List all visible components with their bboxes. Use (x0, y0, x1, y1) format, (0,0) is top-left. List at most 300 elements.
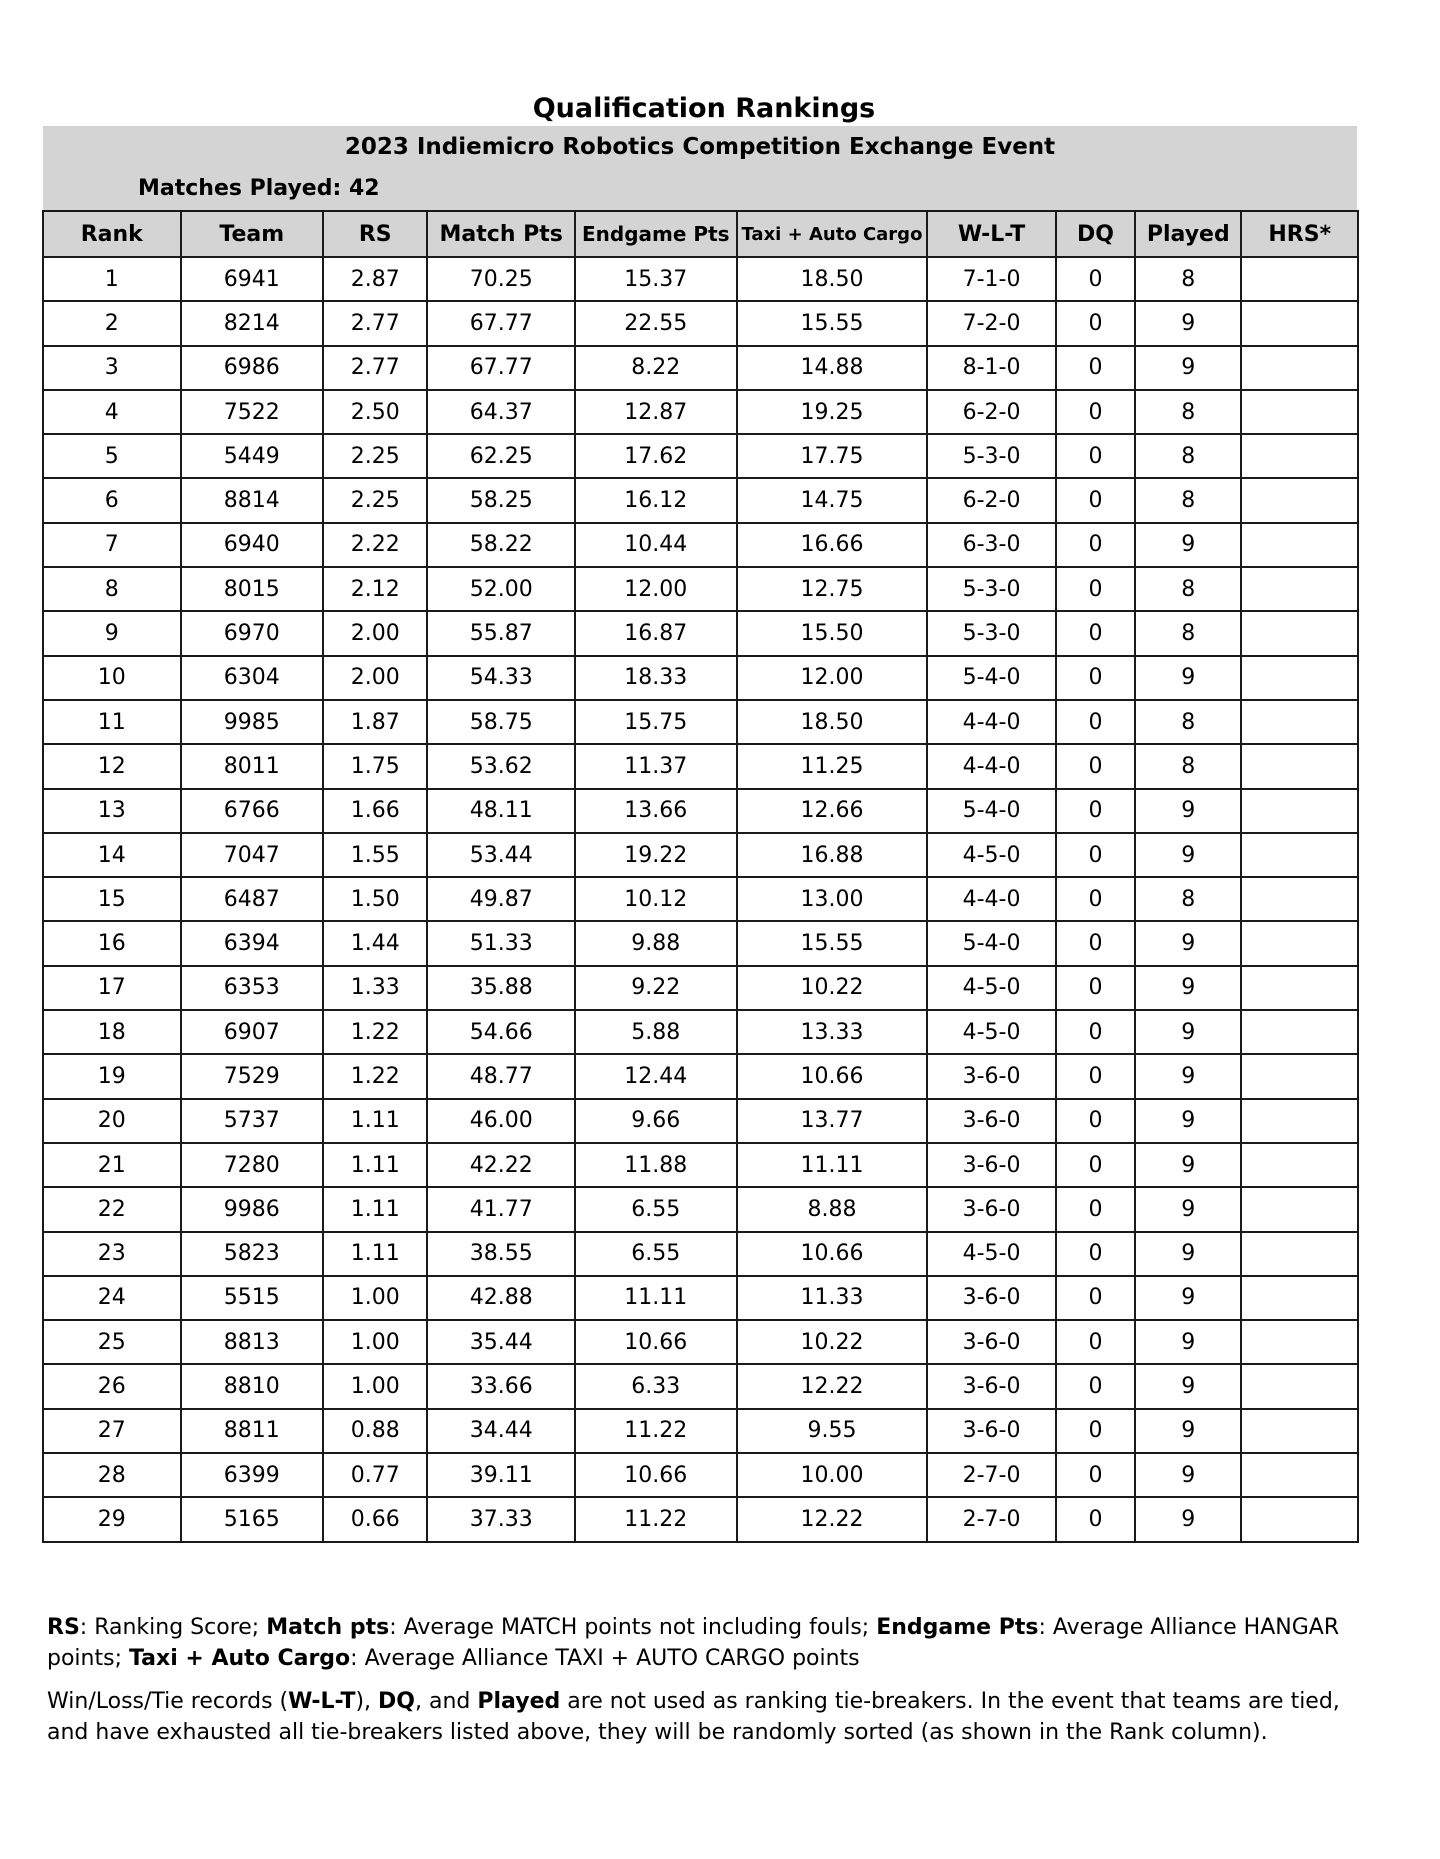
match-pts-cell: 54.33 (427, 656, 575, 700)
col-header-taxi-auto-cargo: Taxi + Auto Cargo (737, 211, 928, 257)
col-header-hrs: HRS* (1241, 211, 1358, 257)
dq-cell: 0 (1056, 346, 1135, 390)
rs-cell: 1.00 (323, 1320, 427, 1364)
team-cell: 7047 (181, 833, 324, 877)
taxi-auto-cargo-cell: 19.25 (737, 390, 928, 434)
team-cell: 7280 (181, 1143, 324, 1187)
rs-cell: 0.88 (323, 1409, 427, 1453)
taxi-auto-cargo-cell: 9.55 (737, 1409, 928, 1453)
legend-term: W-L-T (288, 1689, 356, 1714)
rank-cell: 15 (43, 877, 181, 921)
match-pts-cell: 58.75 (427, 700, 575, 744)
rank-cell: 26 (43, 1364, 181, 1408)
match-pts-cell: 55.87 (427, 611, 575, 655)
team-cell: 8811 (181, 1409, 324, 1453)
rank-cell: 16 (43, 921, 181, 965)
played-cell: 8 (1135, 611, 1241, 655)
rank-cell: 4 (43, 390, 181, 434)
rank-cell: 14 (43, 833, 181, 877)
played-cell: 9 (1135, 1187, 1241, 1231)
match-pts-cell: 34.44 (427, 1409, 575, 1453)
played-cell: 9 (1135, 1364, 1241, 1408)
hrs-cell (1241, 744, 1358, 788)
table-row (43, 434, 1358, 478)
dq-cell: 0 (1056, 744, 1135, 788)
hrs-cell (1241, 1099, 1358, 1143)
taxi-auto-cargo-cell: 10.22 (737, 966, 928, 1010)
endgame-pts-cell: 17.62 (575, 434, 737, 478)
team-cell: 7529 (181, 1054, 324, 1098)
event-name: 2023 Indiemicro Robotics Competition Exchange Event (344, 134, 1056, 160)
taxi-auto-cargo-cell: 15.50 (737, 611, 928, 655)
dq-cell: 0 (1056, 611, 1135, 655)
dq-cell: 0 (1056, 833, 1135, 877)
dq-cell: 0 (1056, 921, 1135, 965)
wlt-cell: 3-6-0 (927, 1409, 1055, 1453)
rank-cell: 11 (43, 700, 181, 744)
wlt-cell: 3-6-0 (927, 1276, 1055, 1320)
taxi-auto-cargo-cell: 15.55 (737, 921, 928, 965)
hrs-cell (1241, 611, 1358, 655)
dq-cell: 0 (1056, 390, 1135, 434)
hrs-cell (1241, 1010, 1358, 1054)
rankings-body (43, 257, 1358, 1542)
table-row (43, 523, 1358, 567)
rs-cell: 2.77 (323, 346, 427, 390)
hrs-cell (1241, 1364, 1358, 1408)
table-row (43, 1453, 1358, 1497)
endgame-pts-cell: 16.12 (575, 478, 737, 522)
wlt-cell: 6-3-0 (927, 523, 1055, 567)
match-pts-cell: 58.25 (427, 478, 575, 522)
played-cell: 8 (1135, 700, 1241, 744)
hrs-cell (1241, 1232, 1358, 1276)
hrs-cell (1241, 257, 1358, 301)
col-header-match-pts: Match Pts (427, 211, 575, 257)
taxi-auto-cargo-cell: 16.66 (737, 523, 928, 567)
played-cell: 9 (1135, 1497, 1241, 1541)
taxi-auto-cargo-cell: 15.55 (737, 301, 928, 345)
match-pts-cell: 35.88 (427, 966, 575, 1010)
endgame-pts-cell: 18.33 (575, 656, 737, 700)
played-cell: 8 (1135, 390, 1241, 434)
table-row (43, 921, 1358, 965)
table-row (43, 1010, 1358, 1054)
hrs-cell (1241, 921, 1358, 965)
rs-cell: 1.66 (323, 789, 427, 833)
taxi-auto-cargo-cell: 10.00 (737, 1453, 928, 1497)
played-cell: 8 (1135, 877, 1241, 921)
played-cell: 9 (1135, 1010, 1241, 1054)
wlt-cell: 5-3-0 (927, 434, 1055, 478)
dq-cell: 0 (1056, 1453, 1135, 1497)
taxi-auto-cargo-cell: 14.88 (737, 346, 928, 390)
table-row (43, 1054, 1358, 1098)
played-cell: 9 (1135, 1232, 1241, 1276)
rs-cell: 2.00 (323, 656, 427, 700)
legend-text: are not used as ranking tie-breakers. In the event that teams are tied, and have exhausted all tie-breakers listed above, they will be randomly sorted (as shown in the Rank column). (47, 1689, 1340, 1745)
wlt-cell: 4-5-0 (927, 1232, 1055, 1276)
rs-cell: 2.77 (323, 301, 427, 345)
table-row (43, 1497, 1358, 1541)
dq-cell: 0 (1056, 1187, 1135, 1231)
played-cell: 9 (1135, 1143, 1241, 1187)
team-cell: 8214 (181, 301, 324, 345)
rank-cell: 19 (43, 1054, 181, 1098)
wlt-cell: 5-3-0 (927, 611, 1055, 655)
team-cell: 6970 (181, 611, 324, 655)
legend (47, 1612, 1367, 1760)
table-header-band (43, 126, 1357, 210)
match-pts-cell: 37.33 (427, 1497, 575, 1541)
match-pts-cell: 64.37 (427, 390, 575, 434)
table-row (43, 966, 1358, 1010)
rankings-table (42, 210, 1359, 1543)
col-header-rs: RS (323, 211, 427, 257)
table-row (43, 478, 1358, 522)
played-cell: 9 (1135, 1276, 1241, 1320)
table-row (43, 1099, 1358, 1143)
team-cell: 8813 (181, 1320, 324, 1364)
dq-cell: 0 (1056, 1409, 1135, 1453)
team-cell: 6487 (181, 877, 324, 921)
table-row (43, 1232, 1358, 1276)
dq-cell: 0 (1056, 700, 1135, 744)
dq-cell: 0 (1056, 434, 1135, 478)
endgame-pts-cell: 11.88 (575, 1143, 737, 1187)
hrs-cell (1241, 656, 1358, 700)
rank-cell: 18 (43, 1010, 181, 1054)
match-pts-cell: 42.88 (427, 1276, 575, 1320)
rs-cell: 1.11 (323, 1143, 427, 1187)
match-pts-cell: 49.87 (427, 877, 575, 921)
endgame-pts-cell: 6.55 (575, 1232, 737, 1276)
rank-cell: 7 (43, 523, 181, 567)
endgame-pts-cell: 16.87 (575, 611, 737, 655)
wlt-cell: 3-6-0 (927, 1187, 1055, 1231)
match-pts-cell: 67.77 (427, 301, 575, 345)
rs-cell: 1.00 (323, 1364, 427, 1408)
wlt-cell: 6-2-0 (927, 478, 1055, 522)
wlt-cell: 4-4-0 (927, 744, 1055, 788)
match-pts-cell: 46.00 (427, 1099, 575, 1143)
table-row (43, 744, 1358, 788)
rs-cell: 0.77 (323, 1453, 427, 1497)
hrs-cell (1241, 1320, 1358, 1364)
taxi-auto-cargo-cell: 12.66 (737, 789, 928, 833)
team-cell: 8015 (181, 567, 324, 611)
endgame-pts-cell: 13.66 (575, 789, 737, 833)
played-cell: 9 (1135, 301, 1241, 345)
endgame-pts-cell: 15.37 (575, 257, 737, 301)
taxi-auto-cargo-cell: 12.00 (737, 656, 928, 700)
hrs-cell (1241, 789, 1358, 833)
rs-cell: 1.22 (323, 1010, 427, 1054)
page-title: Qualification Rankings (532, 93, 876, 124)
taxi-auto-cargo-cell: 12.75 (737, 567, 928, 611)
dq-cell: 0 (1056, 301, 1135, 345)
team-cell: 5449 (181, 434, 324, 478)
rank-cell: 2 (43, 301, 181, 345)
dq-cell: 0 (1056, 1276, 1135, 1320)
wlt-cell: 8-1-0 (927, 346, 1055, 390)
played-cell: 9 (1135, 789, 1241, 833)
endgame-pts-cell: 11.22 (575, 1409, 737, 1453)
team-cell: 6304 (181, 656, 324, 700)
rs-cell: 1.11 (323, 1099, 427, 1143)
hrs-cell (1241, 1276, 1358, 1320)
hrs-cell (1241, 966, 1358, 1010)
wlt-cell: 4-5-0 (927, 833, 1055, 877)
played-cell: 9 (1135, 1409, 1241, 1453)
hrs-cell (1241, 523, 1358, 567)
taxi-auto-cargo-cell: 14.75 (737, 478, 928, 522)
hrs-cell (1241, 1409, 1358, 1453)
legend-text: : Average MATCH points not including fouls; (389, 1615, 877, 1640)
rank-cell: 12 (43, 744, 181, 788)
dq-cell: 0 (1056, 1054, 1135, 1098)
rank-cell: 20 (43, 1099, 181, 1143)
matches-played-value: 42 (348, 176, 380, 201)
taxi-auto-cargo-cell: 11.33 (737, 1276, 928, 1320)
played-cell: 9 (1135, 346, 1241, 390)
endgame-pts-cell: 9.88 (575, 921, 737, 965)
wlt-cell: 3-6-0 (927, 1099, 1055, 1143)
rank-cell: 13 (43, 789, 181, 833)
played-cell: 9 (1135, 656, 1241, 700)
taxi-auto-cargo-cell: 13.33 (737, 1010, 928, 1054)
endgame-pts-cell: 22.55 (575, 301, 737, 345)
endgame-pts-cell: 11.11 (575, 1276, 737, 1320)
match-pts-cell: 41.77 (427, 1187, 575, 1231)
col-header-rank: Rank (43, 211, 181, 257)
dq-cell: 0 (1056, 478, 1135, 522)
team-cell: 6394 (181, 921, 324, 965)
rs-cell: 2.25 (323, 478, 427, 522)
hrs-cell (1241, 877, 1358, 921)
rank-cell: 25 (43, 1320, 181, 1364)
rs-cell: 2.12 (323, 567, 427, 611)
endgame-pts-cell: 12.87 (575, 390, 737, 434)
match-pts-cell: 52.00 (427, 567, 575, 611)
match-pts-cell: 70.25 (427, 257, 575, 301)
team-cell: 6941 (181, 257, 324, 301)
endgame-pts-cell: 9.66 (575, 1099, 737, 1143)
endgame-pts-cell: 6.55 (575, 1187, 737, 1231)
hrs-cell (1241, 1497, 1358, 1541)
taxi-auto-cargo-cell: 11.11 (737, 1143, 928, 1187)
team-cell: 9986 (181, 1187, 324, 1231)
hrs-cell (1241, 1054, 1358, 1098)
played-cell: 9 (1135, 523, 1241, 567)
match-pts-cell: 53.62 (427, 744, 575, 788)
legend-text: , and (415, 1689, 478, 1714)
wlt-cell: 7-2-0 (927, 301, 1055, 345)
endgame-pts-cell: 12.44 (575, 1054, 737, 1098)
taxi-auto-cargo-cell: 17.75 (737, 434, 928, 478)
played-cell: 9 (1135, 1054, 1241, 1098)
team-cell: 6940 (181, 523, 324, 567)
match-pts-cell: 38.55 (427, 1232, 575, 1276)
wlt-cell: 2-7-0 (927, 1453, 1055, 1497)
rank-cell: 21 (43, 1143, 181, 1187)
rank-cell: 10 (43, 656, 181, 700)
table-row (43, 1187, 1358, 1231)
dq-cell: 0 (1056, 1232, 1135, 1276)
legend-term: RS (47, 1615, 80, 1640)
rs-cell: 1.11 (323, 1232, 427, 1276)
wlt-cell: 5-4-0 (927, 656, 1055, 700)
match-pts-cell: 39.11 (427, 1453, 575, 1497)
wlt-cell: 4-5-0 (927, 966, 1055, 1010)
wlt-cell: 3-6-0 (927, 1320, 1055, 1364)
hrs-cell (1241, 1143, 1358, 1187)
match-pts-cell: 35.44 (427, 1320, 575, 1364)
rank-cell: 24 (43, 1276, 181, 1320)
table-row (43, 1364, 1358, 1408)
hrs-cell (1241, 301, 1358, 345)
team-cell: 6353 (181, 966, 324, 1010)
rank-cell: 23 (43, 1232, 181, 1276)
endgame-pts-cell: 12.00 (575, 567, 737, 611)
dq-cell: 0 (1056, 567, 1135, 611)
wlt-cell: 4-4-0 (927, 877, 1055, 921)
endgame-pts-cell: 15.75 (575, 700, 737, 744)
taxi-auto-cargo-cell: 10.22 (737, 1320, 928, 1364)
legend-text: : Ranking Score; (79, 1615, 267, 1640)
rank-cell: 17 (43, 966, 181, 1010)
taxi-auto-cargo-cell: 12.22 (737, 1497, 928, 1541)
played-cell: 9 (1135, 833, 1241, 877)
col-header-endgame-pts: Endgame Pts (575, 211, 737, 257)
taxi-auto-cargo-cell: 13.77 (737, 1099, 928, 1143)
team-cell: 5515 (181, 1276, 324, 1320)
rs-cell: 2.87 (323, 257, 427, 301)
hrs-cell (1241, 390, 1358, 434)
rs-cell: 2.22 (323, 523, 427, 567)
legend-tiebreak-note (47, 1686, 1367, 1748)
table-row (43, 1320, 1358, 1364)
team-cell: 8011 (181, 744, 324, 788)
col-header-played: Played (1135, 211, 1241, 257)
table-row (43, 656, 1358, 700)
match-pts-cell: 42.22 (427, 1143, 575, 1187)
team-cell: 6907 (181, 1010, 324, 1054)
legend-text: : Average Alliance TAXI + AUTO CARGO points (350, 1646, 860, 1671)
endgame-pts-cell: 11.37 (575, 744, 737, 788)
played-cell: 8 (1135, 478, 1241, 522)
legend-definitions (47, 1612, 1367, 1674)
table-row (43, 1409, 1358, 1453)
taxi-auto-cargo-cell: 10.66 (737, 1232, 928, 1276)
team-cell: 5737 (181, 1099, 324, 1143)
played-cell: 9 (1135, 1099, 1241, 1143)
played-cell: 8 (1135, 257, 1241, 301)
wlt-cell: 2-7-0 (927, 1497, 1055, 1541)
match-pts-cell: 51.33 (427, 921, 575, 965)
taxi-auto-cargo-cell: 13.00 (737, 877, 928, 921)
taxi-auto-cargo-cell: 8.88 (737, 1187, 928, 1231)
hrs-cell (1241, 346, 1358, 390)
match-pts-cell: 53.44 (427, 833, 575, 877)
legend-text: Win/Loss/Tie records ( (47, 1689, 289, 1714)
table-row (43, 833, 1358, 877)
played-cell: 9 (1135, 966, 1241, 1010)
dq-cell: 0 (1056, 1497, 1135, 1541)
legend-term: Match pts (266, 1615, 390, 1640)
legend-term: Played (477, 1689, 561, 1714)
team-cell: 6766 (181, 789, 324, 833)
hrs-cell (1241, 434, 1358, 478)
wlt-cell: 7-1-0 (927, 257, 1055, 301)
rank-cell: 1 (43, 257, 181, 301)
team-cell: 6986 (181, 346, 324, 390)
rs-cell: 0.66 (323, 1497, 427, 1541)
table-row (43, 1143, 1358, 1187)
dq-cell: 0 (1056, 877, 1135, 921)
hrs-cell (1241, 700, 1358, 744)
table-row (43, 346, 1358, 390)
rs-cell: 1.11 (323, 1187, 427, 1231)
dq-cell: 0 (1056, 1143, 1135, 1187)
wlt-cell: 4-4-0 (927, 700, 1055, 744)
endgame-pts-cell: 10.66 (575, 1453, 737, 1497)
rank-cell: 3 (43, 346, 181, 390)
dq-cell: 0 (1056, 1099, 1135, 1143)
endgame-pts-cell: 8.22 (575, 346, 737, 390)
hrs-cell (1241, 567, 1358, 611)
dq-cell: 0 (1056, 789, 1135, 833)
legend-term: DQ (378, 1689, 416, 1714)
team-cell: 5165 (181, 1497, 324, 1541)
matches-played-label: Matches Played: (138, 176, 342, 201)
rank-cell: 27 (43, 1409, 181, 1453)
rank-cell: 22 (43, 1187, 181, 1231)
wlt-cell: 5-4-0 (927, 921, 1055, 965)
taxi-auto-cargo-cell: 16.88 (737, 833, 928, 877)
table-row (43, 301, 1358, 345)
taxi-auto-cargo-cell: 11.25 (737, 744, 928, 788)
team-cell: 8814 (181, 478, 324, 522)
wlt-cell: 5-3-0 (927, 567, 1055, 611)
hrs-cell (1241, 1453, 1358, 1497)
played-cell: 9 (1135, 921, 1241, 965)
team-cell: 9985 (181, 700, 324, 744)
wlt-cell: 3-6-0 (927, 1054, 1055, 1098)
played-cell: 9 (1135, 1453, 1241, 1497)
wlt-cell: 4-5-0 (927, 1010, 1055, 1054)
dq-cell: 0 (1056, 1364, 1135, 1408)
endgame-pts-cell: 11.22 (575, 1497, 737, 1541)
wlt-cell: 5-4-0 (927, 789, 1055, 833)
legend-term: Endgame Pts (876, 1615, 1039, 1640)
played-cell: 8 (1135, 434, 1241, 478)
endgame-pts-cell: 10.44 (575, 523, 737, 567)
legend-text: : Average Alliance HANGAR points; (47, 1615, 1340, 1671)
team-cell: 5823 (181, 1232, 324, 1276)
legend-term: Taxi + Auto Cargo (128, 1646, 351, 1671)
rs-cell: 1.87 (323, 700, 427, 744)
rs-cell: 1.44 (323, 921, 427, 965)
hrs-cell (1241, 478, 1358, 522)
legend-text: ), (355, 1689, 379, 1714)
taxi-auto-cargo-cell: 18.50 (737, 700, 928, 744)
played-cell: 9 (1135, 1320, 1241, 1364)
rank-cell: 28 (43, 1453, 181, 1497)
endgame-pts-cell: 19.22 (575, 833, 737, 877)
dq-cell: 0 (1056, 1320, 1135, 1364)
table-row (43, 257, 1358, 301)
